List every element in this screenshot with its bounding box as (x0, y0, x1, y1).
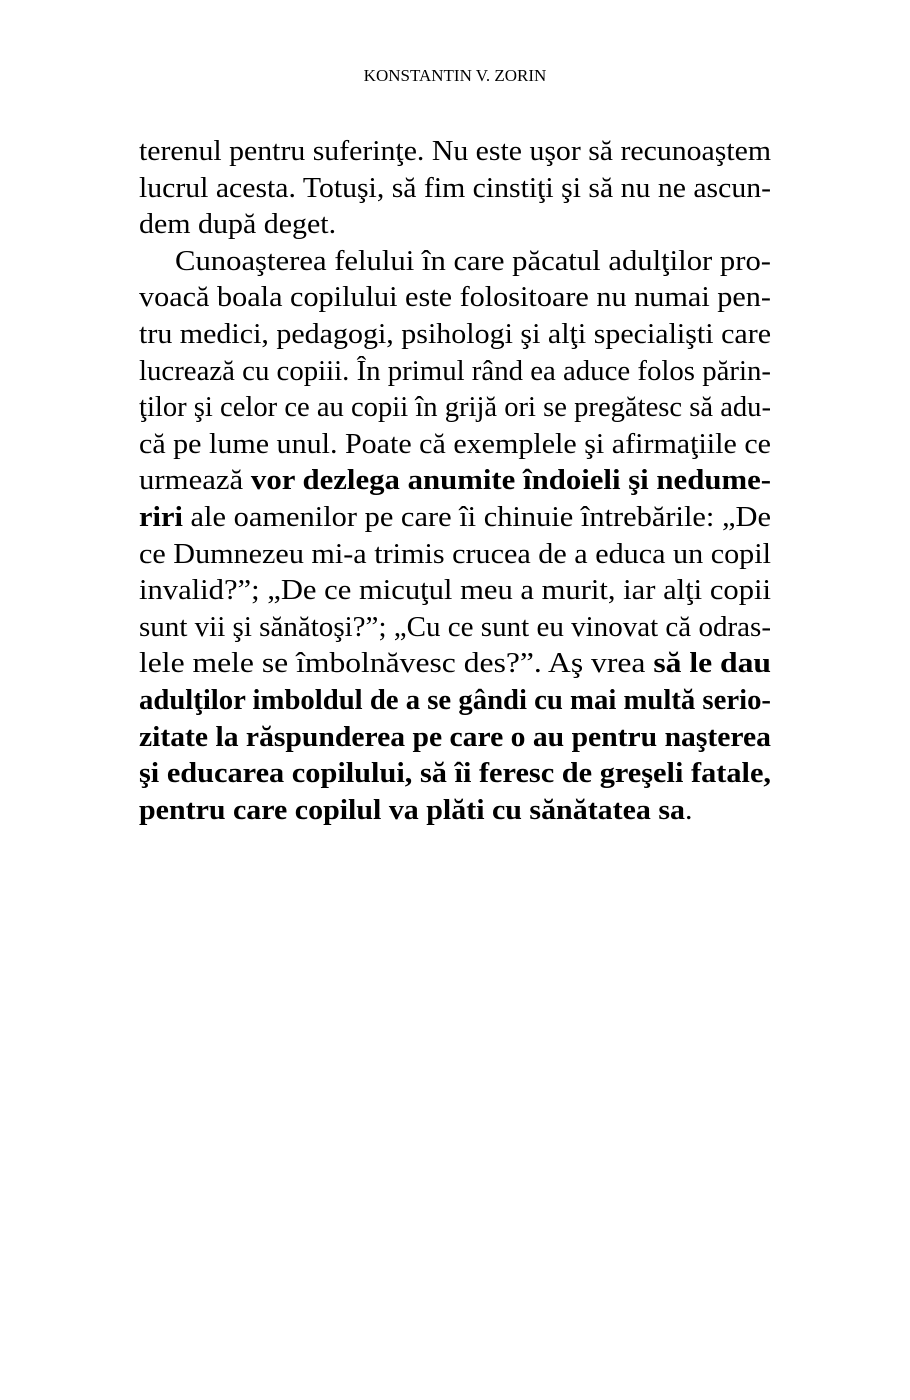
text-line (139, 537, 771, 574)
text-line (139, 463, 771, 500)
text-line (139, 720, 771, 757)
text-line (139, 610, 771, 647)
bold-text-segment: pentru care copilul va plăti cu sănătatea sa (139, 794, 685, 826)
text-segment: urmează (139, 465, 251, 497)
text-line-content (139, 280, 771, 317)
text-segment: ale oamenilor pe care îi chinuie întrebările: „De (182, 501, 772, 533)
bold-text-segment: adulţilor imboldul de a se gândi cu mai multă serio- (139, 684, 771, 716)
text-segment: invalid?”; „De ce micuţul meu a murit, iar alţi copii (139, 575, 771, 607)
text-line-content (139, 207, 336, 244)
text-line-content (139, 756, 771, 793)
text-line (139, 646, 771, 683)
text-line (139, 427, 771, 464)
text-segment: tru medici, pedagogi, psihologi şi alţi specialişti care (139, 318, 771, 350)
text-line (139, 280, 771, 317)
text-segment: dem după deget. (139, 209, 337, 241)
text-segment: voacă boala copilului este folositoare nu numai pen- (139, 282, 771, 314)
text-segment: că pe lume unul. Poate că exemplele şi afirmaţiile ce (139, 428, 771, 460)
text-line (139, 683, 771, 720)
text-line-content (139, 646, 771, 683)
text-line-content (139, 463, 771, 500)
text-line (139, 244, 771, 281)
text-line-content (139, 683, 771, 720)
text-line-content (139, 390, 771, 427)
text-line-content (139, 354, 771, 391)
text-line-content (139, 134, 771, 171)
text-line (139, 390, 771, 427)
text-line (139, 317, 771, 354)
text-line (139, 500, 771, 537)
text-line (139, 354, 771, 391)
text-line-content (139, 171, 771, 208)
text-line (139, 134, 771, 171)
text-segment: ce Dumnezeu mi-a trimis crucea de a educa un copil (139, 538, 771, 570)
text-segment: ţilor şi celor ce au copii în grijă ori se pregătesc să adu- (139, 392, 771, 424)
text-line (139, 207, 771, 244)
text-segment: lucrează cu copiii. În primul rând ea aduce folos părin- (139, 355, 771, 387)
text-line-content (139, 573, 771, 610)
text-line-content (139, 720, 771, 757)
text-segment: . (684, 794, 693, 826)
text-line (139, 793, 771, 830)
text-segment: lele mele se îmbolnăvesc des?”. Aş vrea (139, 648, 654, 680)
bold-text-segment: să le dau (653, 648, 771, 680)
text-line (139, 573, 771, 610)
text-line-content (139, 793, 692, 830)
text-segment: lucrul acesta. Totuşi, să fim cinstiţi şi să nu ne ascun- (139, 172, 771, 204)
text-line-content (139, 500, 771, 537)
text-line-content (139, 610, 771, 647)
running-header: KONSTANTIN V. ZORIN (363, 66, 547, 85)
text-line-content (175, 244, 771, 281)
text-line-content (139, 537, 771, 574)
body-text (139, 134, 771, 829)
text-line-content (139, 317, 771, 354)
bold-text-segment: zitate la răspunderea pe care o au pentru naşterea (139, 721, 771, 753)
text-line (139, 756, 771, 793)
bold-text-segment: şi educarea copilului, să îi feresc de greşeli fatale, (139, 758, 771, 790)
text-line-content (139, 427, 771, 464)
text-segment: terenul pentru suferinţe. Nu este uşor să recunoaştem (139, 136, 771, 167)
text-line (139, 171, 771, 208)
bold-text-segment: riri (139, 501, 183, 533)
text-segment: Cunoaşterea felului în care păcatul adulţilor pro- (175, 245, 771, 277)
text-segment: sunt vii şi sănătoşi?”; „Cu ce sunt eu vinovat că odras- (139, 611, 771, 643)
bold-text-segment: vor dezlega anumite îndoieli şi nedume- (250, 465, 772, 497)
